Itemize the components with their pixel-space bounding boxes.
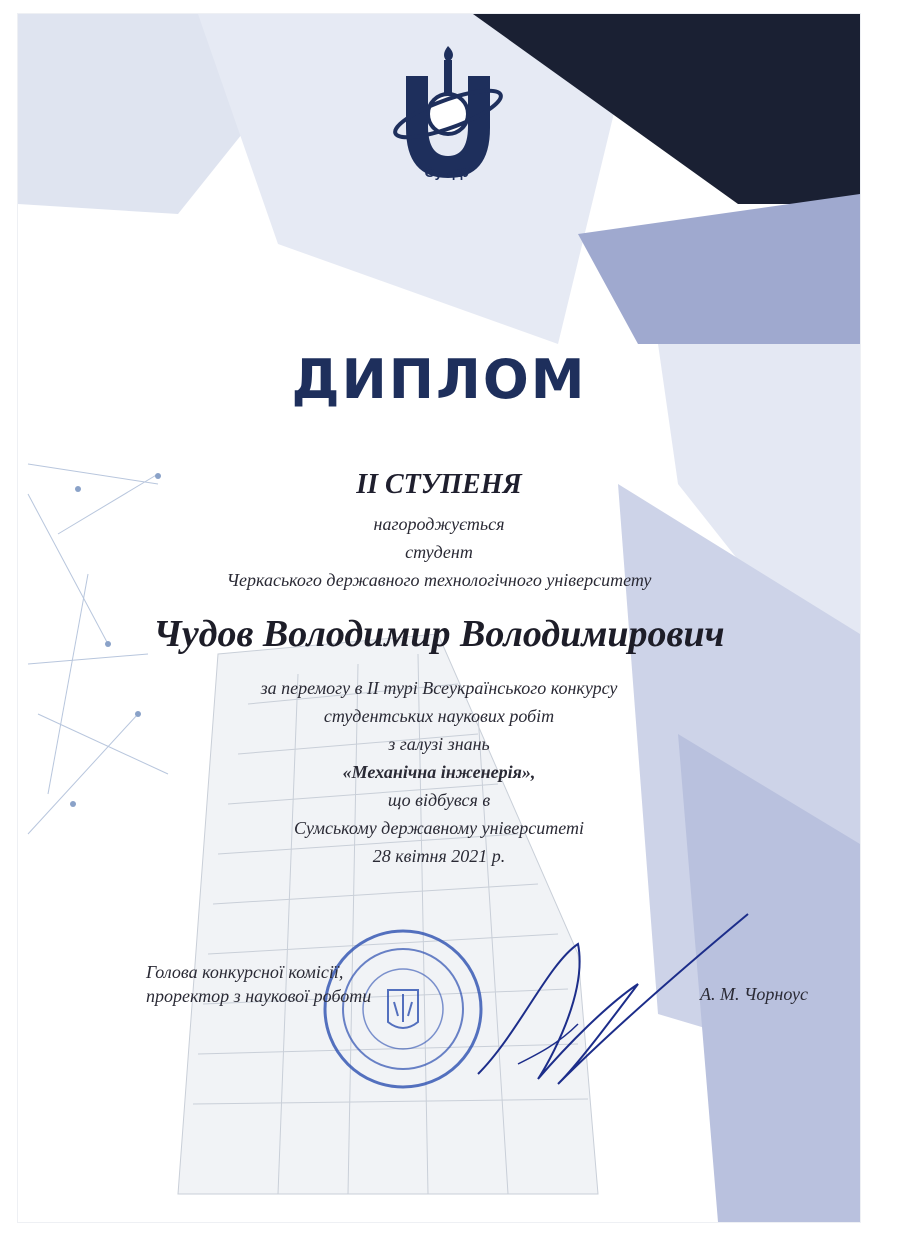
diploma-title: ДИПЛОМ [291,348,587,411]
held-line-2: Сумському державному університеті [293,818,585,838]
reason-line-3: з галузі знань [388,734,490,754]
diploma-page [18,14,860,1222]
reason-line-2: студентських наукових робіт [323,706,555,726]
role-text: студент [405,542,473,562]
reason-line-1: за перемогу в II турі Всеукраїнського конкурсу [260,678,618,698]
held-line-1: що відбувся в [387,790,491,810]
recipient-name: Чудов Володимир Володимирович [153,613,725,655]
logo-flame [444,46,453,62]
award-date: 28 квітня 2021 р. [372,846,506,866]
diploma-degree: II СТУПЕНЯ [356,469,522,500]
signatory-position-line-1: Голова конкурсної комісії, [146,962,344,982]
awarded-text: нагороджується [373,514,505,534]
field-of-knowledge: «Механічна інженерія», [342,762,536,782]
signatory-position [146,960,371,1008]
stamp-trident-icon [394,994,412,1022]
logo-caption: СумДУ [424,164,472,180]
signatory-position-line-2: проректор з наукової роботи [146,986,372,1006]
bg-shape-right-mid [578,194,860,344]
signatory-name: А. М. Чорноус [700,984,808,1004]
university-text: Черкаського державного технологічного університету [226,570,652,590]
university-logo [388,46,508,206]
